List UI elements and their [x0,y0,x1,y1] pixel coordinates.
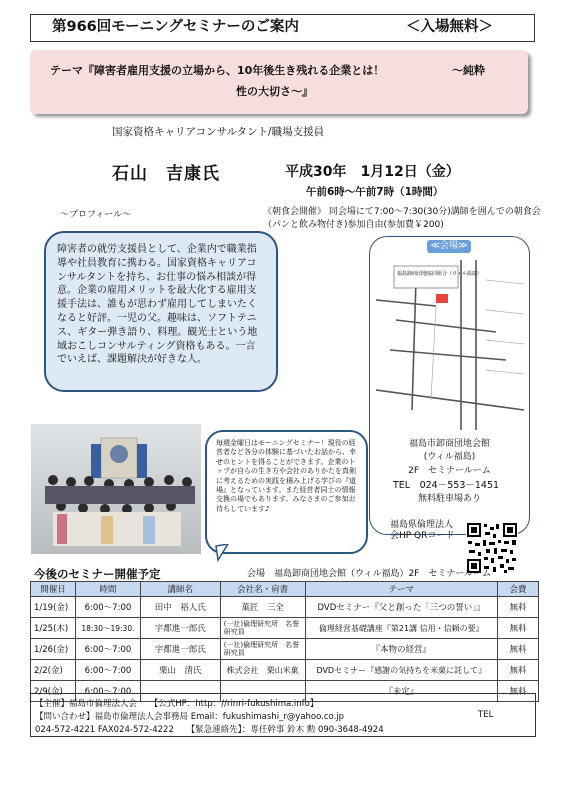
map-label: 福島卸商団地協同組合（ウィル福島） [397,271,482,277]
cell-time: 6:00～7:00 [75,660,140,681]
table-row [31,639,539,660]
theme-line-2: 性の大切さ～』 [236,85,313,98]
schedule-table [30,581,539,702]
profile-label: ～プロフィール～ [60,210,132,220]
cell-time: 6:00～7:00 [75,639,140,660]
cell-date: 2/9(金) [31,681,76,702]
bubble-tail [214,544,232,562]
cell-time: 6:00～7:00 [75,597,140,618]
cell-speaker: 田中 裕人氏 [140,597,220,618]
cell-company: (一社)倫理研究所 名誉研究員 [220,618,305,639]
venue-map [376,260,524,430]
cell-time: 18:30～19:30. [75,618,140,639]
cell-date: 1/25(木) [31,618,76,639]
cell-fee: 無料 [498,681,539,702]
profile-bio: 障害者の就労支援員として、企業内で職業指導や社員教育に携わる。国家資格キャリアコンサルタントを持ち、お仕事の悩み相談が得意。企業の雇用メリットを最大化する雇用支援手法は、誰もが思わず雇用してしまいたくなると好評。一児の父。趣味は、ソフトテニス、ギター弾き語り、料理。観光士という地域おこしコンサルティング資格もある。一言でいえば、課題解決が好きな人。 [44,231,278,392]
cell-company: 株式会社 栗山米菓 [220,660,305,681]
qr-label: 福島県倫理法人会HP QRコード [390,520,455,541]
cell-time: 6:00～7:00 [75,681,140,702]
venue-tel: TEL 024－553－1451 [393,480,500,491]
venue-room: 2F セミナールーム [408,466,491,476]
cell-theme: 倫理経営基礎講座『第21講 信用・信頼の要』 [305,618,498,639]
cell-theme: 『本物の経営』 [305,639,498,660]
column-header-speaker: 講師名 [140,582,220,597]
cell-company: 菓匠 三全 [220,597,305,618]
column-header-fee: 会費 [498,582,539,597]
footer-tel-label: TEL [478,710,494,720]
cell-theme: 『未定』 [305,681,498,702]
cell-fee: 無料 [498,639,539,660]
cell-fee: 無料 [498,597,539,618]
cell-date: 1/19(金) [31,597,76,618]
cell-date: 2/2(金) [31,660,76,681]
table-header-row [31,582,539,597]
theme-banner [30,50,528,114]
seminar-time: 午前6時～午前7時（1時間） [306,186,444,198]
theme-line-1-tail: ～純粋 [452,64,485,77]
venue-parking: 無料駐車場あり [417,494,481,504]
cell-theme: DVDセミナー『感謝の気持ちを米菓に託して』 [305,660,498,681]
speaker-title: 国家資格キャリアコンサルタント/職場支援員 [112,126,325,138]
cell-speaker: 宇都進一郎氏 [140,618,220,639]
breakfast-info: 《朝食会開催》 同会場にて7:00～7:30(30分)講師を囲んでの朝食会（パンと飲み物付き)参加自由(参加費￥200) [263,207,541,230]
cell-fee: 無料 [498,660,539,681]
theme-line-1: テーマ『障害者雇用支援の立場から、10年後生き残れる企業とは！ [50,64,385,77]
venue-subname: (ウィル福島) [423,452,476,462]
schedule-venue: 会場 福島卸商団地会館（ウィル福島）2F セミナールーム [247,569,492,579]
cell-speaker: 宇都進一郎氏 [140,639,220,660]
cell-company: (一社)倫理研究所 名誉研究員 [220,639,305,660]
speaker-name: 石山 吉康氏 [112,164,220,184]
table-row [31,618,539,639]
cell-date: 1/26(金) [31,639,76,660]
footer-organizer: 【主催】福島市倫理法人会 【公式HP：http：//rinri-fukushima.info】 [35,699,319,709]
schedule-title: 今後のセミナー開催予定 [34,567,161,581]
message-bubble: 毎週金曜日はモーニングセミナー！現役の経営者など各分の体験に基づいたお話から、幸せのヒントを得ることができます。企業のトップが自らの生き方や会社のありかたを真剣に考えるための実践を積み上げる学びの『道場』となっています。また経営者同士の情報交換の場でもあります。みなさまのご参加お待ちしています♪ [205,430,368,554]
column-header-date: 開催日 [31,582,76,597]
seminar-date: 平成30年 1月12日（金） [285,164,460,180]
footer-contact: 【問い合わせ】福島市倫理法人会事務局 Email：fukushimashi_r@yahoo.co.jp [35,712,345,722]
cell-speaker: 栗山 清氏 [140,660,220,681]
column-header-company: 会社名・肩書 [220,582,305,597]
table-row [31,597,539,618]
table-row [31,660,539,681]
footer-phone: 024-572-4221 FAX024-572-4222 【緊急連絡先】：専任幹事 鈴木 勲 090-3648-4924 [35,725,384,735]
cell-fee: 無料 [498,618,539,639]
venue-tag: ≪会場≫ [427,240,471,253]
column-header-time: 時間 [75,582,140,597]
venue-name: 福島市卸商団地会館 [408,439,490,449]
page-title: 第966回モーニングセミナーのご案内 [52,19,299,35]
column-header-theme: テーマ [305,582,498,597]
admission-badge: ＜入場無料＞ [406,19,493,35]
group-photo [31,424,201,554]
cell-theme: DVDセミナー『父と創った「三つの誓い」』 [305,597,498,618]
